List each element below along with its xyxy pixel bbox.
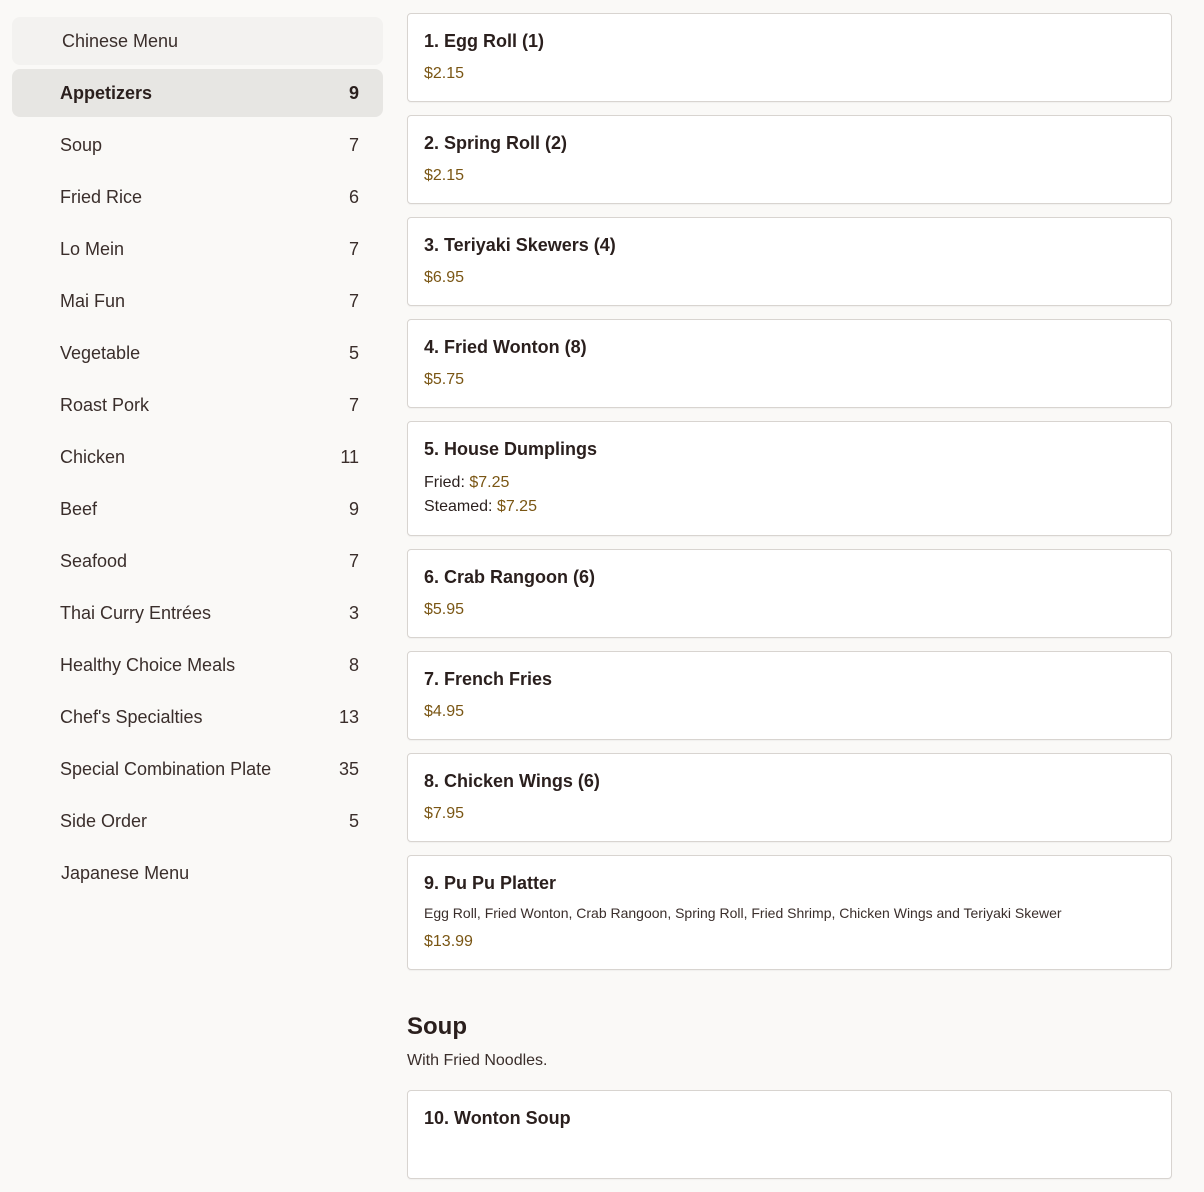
item-price: $2.15 — [424, 65, 465, 82]
item-price: $2.15 — [424, 167, 465, 184]
sidebar-item-count: 9 — [348, 82, 359, 103]
sidebar-item-label: Healthy Choice Meals — [60, 654, 236, 675]
section-title-soup: Soup — [407, 1013, 467, 1040]
option-label: Steamed: — [424, 498, 493, 515]
sidebar-item-label: Fried Rice — [60, 186, 143, 207]
item-price: $4.95 — [424, 703, 465, 720]
sidebar-item-label: Thai Curry Entrées — [60, 602, 212, 623]
sidebar-item-label: Chef's Specialties — [60, 706, 203, 727]
sidebar-item-roast-pork[interactable] — [12, 381, 383, 429]
sidebar-item-label: Lo Mein — [60, 238, 125, 259]
sidebar-item-count: 35 — [338, 758, 359, 779]
japanese-menu-link[interactable]: Japanese Menu — [61, 862, 190, 883]
item-price — [424, 1140, 1155, 1178]
option-price: $7.25 — [496, 498, 537, 515]
menu-item-card[interactable] — [407, 855, 1172, 970]
sidebar-item-label: Appetizers — [60, 82, 153, 103]
sidebar-item-soup[interactable] — [12, 121, 383, 169]
sidebar-item-healthy-choice[interactable] — [12, 641, 383, 689]
sidebar-item-fried-rice[interactable] — [12, 173, 383, 221]
option-price: $7.25 — [469, 474, 510, 491]
sidebar-item-count: 3 — [348, 602, 359, 623]
menu-item-card[interactable] — [407, 319, 1172, 408]
item-price: $5.95 — [424, 601, 465, 618]
item-title: 5. House Dumplings — [424, 439, 598, 459]
menu-item-card[interactable] — [407, 13, 1172, 102]
item-price: $5.75 — [424, 371, 465, 388]
sidebar-item-label: Special Combination Plate — [60, 758, 272, 779]
price-option-fried — [424, 471, 1155, 495]
sidebar-item-count: 5 — [348, 810, 359, 831]
sidebar-item-count: 13 — [338, 706, 359, 727]
menu-item-card[interactable] — [407, 651, 1172, 740]
sidebar-item-count: 7 — [348, 550, 359, 571]
section-subtitle: With Fried Noodles. — [407, 1052, 548, 1069]
item-description: Egg Roll, Fried Wonton, Crab Rangoon, Spring Roll, Fried Shrimp, Chicken Wings and Teriyaki Skewer — [424, 905, 1062, 921]
sidebar-item-label: Beef — [60, 498, 98, 519]
item-title: 2. Spring Roll (2) — [424, 133, 568, 153]
menu-item-card[interactable] — [407, 217, 1172, 306]
sidebar-item-chicken[interactable] — [12, 433, 383, 481]
sidebar-item-label: Seafood — [60, 550, 128, 571]
sidebar-item-lo-mein[interactable] — [12, 225, 383, 273]
sidebar-item-count: 7 — [348, 134, 359, 155]
item-price: $13.99 — [424, 933, 473, 950]
menu-item-card[interactable] — [407, 115, 1172, 204]
sidebar-item-label: Roast Pork — [60, 394, 150, 415]
sidebar-item-label: Soup — [60, 134, 103, 155]
menu-item-card[interactable] — [407, 421, 1172, 536]
sidebar-item-side-order[interactable] — [12, 797, 383, 845]
item-price-options — [424, 471, 1155, 535]
sidebar-item-label: Chicken — [60, 446, 126, 467]
item-title: 8. Chicken Wings (6) — [424, 771, 600, 791]
sidebar-item-label: Side Order — [60, 810, 148, 831]
item-title: 10. Wonton Soup — [424, 1108, 571, 1128]
sidebar-item-count: 7 — [348, 290, 359, 311]
category-sidebar — [12, 17, 383, 897]
menu-items-list — [407, 13, 1172, 1192]
menu-item-card[interactable] — [407, 549, 1172, 638]
sidebar-item-special-combination[interactable] — [12, 745, 383, 793]
sidebar-item-count: 8 — [348, 654, 359, 675]
item-title: 7. French Fries — [424, 669, 553, 689]
sidebar-item-beef[interactable] — [12, 485, 383, 533]
sidebar-item-count: 9 — [348, 498, 359, 519]
item-title: 9. Pu Pu Platter — [424, 873, 557, 893]
menu-item-card[interactable] — [407, 1090, 1172, 1179]
sidebar-item-thai-curry[interactable] — [12, 589, 383, 637]
item-price: $7.95 — [424, 805, 465, 822]
price-option-steamed — [424, 495, 1155, 519]
sidebar-item-count: 5 — [348, 342, 359, 363]
sidebar-item-count: 6 — [348, 186, 359, 207]
chinese-menu-header[interactable]: Chinese Menu — [12, 17, 383, 65]
sidebar-item-count: 7 — [348, 238, 359, 259]
sidebar-item-count: 7 — [348, 394, 359, 415]
sidebar-item-label: Vegetable — [60, 342, 141, 363]
sidebar-item-label: Mai Fun — [60, 290, 126, 311]
sidebar-item-seafood[interactable] — [12, 537, 383, 585]
item-title: 3. Teriyaki Skewers (4) — [424, 235, 616, 255]
sidebar-item-mai-fun[interactable] — [12, 277, 383, 325]
item-title: 6. Crab Rangoon (6) — [424, 567, 596, 587]
item-price: $6.95 — [424, 269, 465, 286]
sidebar-item-chefs-specialties[interactable] — [12, 693, 383, 741]
sidebar-item-vegetable[interactable] — [12, 329, 383, 377]
item-title: 1. Egg Roll (1) — [424, 31, 545, 51]
menu-item-card[interactable] — [407, 753, 1172, 842]
sidebar-item-count: 11 — [340, 446, 359, 467]
sidebar-item-appetizers[interactable] — [12, 69, 383, 117]
item-title: 4. Fried Wonton (8) — [424, 337, 587, 357]
option-label: Fried: — [424, 474, 465, 491]
